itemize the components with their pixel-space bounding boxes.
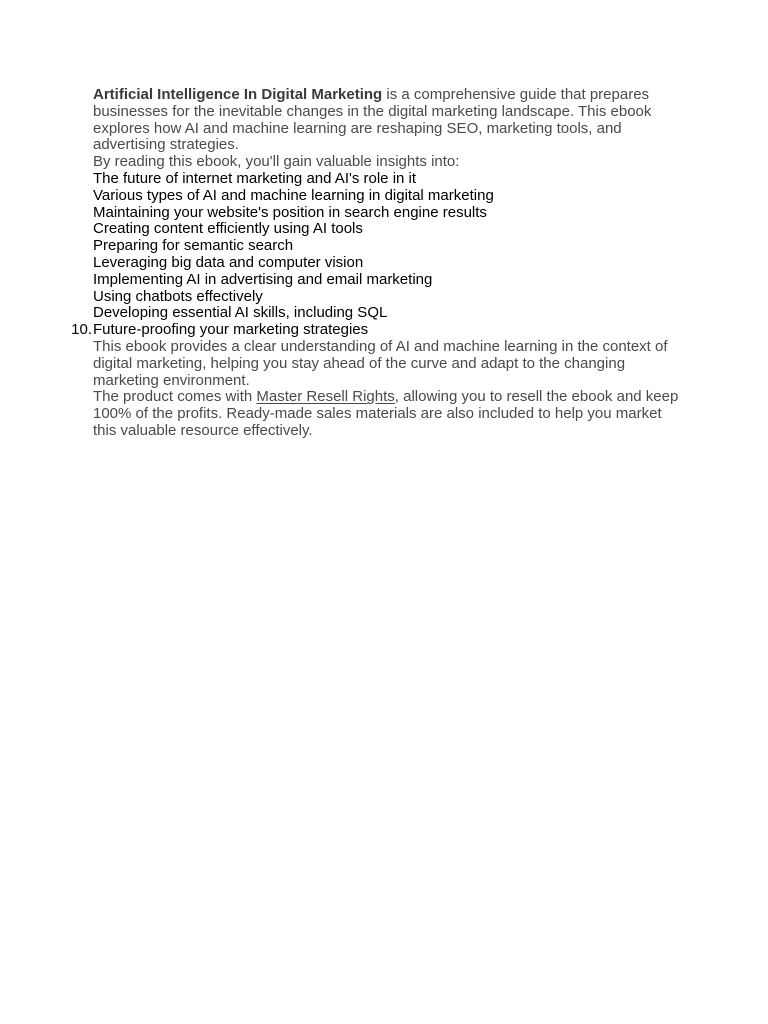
list-item — [93, 238, 679, 255]
master-resell-rights-link[interactable]: Master Resell Rights — [256, 388, 395, 406]
rights-paragraph — [93, 389, 679, 439]
list-item — [93, 171, 679, 188]
list-item-text: Creating content efficiently using AI tools — [93, 220, 363, 238]
rights-text-before: The product comes with — [93, 388, 257, 406]
list-item — [93, 305, 679, 322]
list-item — [93, 289, 679, 306]
list-item-text: Implementing AI in advertising and email marketing — [93, 270, 433, 288]
document-body — [71, 86, 679, 440]
list-item-text: Future-proofing your marketing strategies — [93, 321, 369, 339]
list-item — [93, 272, 679, 289]
summary-paragraph: This ebook provides a clear understanding of AI and machine learning in the context of digital marketing, helping you stay ahead of the curve and adapt to the changing marketing environment. — [93, 337, 668, 389]
list-item-number: 10. — [71, 321, 92, 339]
list-item — [93, 205, 679, 222]
list-item — [93, 188, 679, 205]
list-item-text: The future of internet marketing and AI's role in it — [93, 169, 417, 187]
list-item-text: Leveraging big data and computer vision — [93, 253, 364, 271]
insights-list — [71, 169, 679, 339]
list-item — [71, 321, 679, 339]
list-item-text: Using chatbots effectively — [93, 287, 263, 305]
list-item-text: Various types of AI and machine learning in digital marketing — [93, 186, 494, 204]
list-item — [93, 255, 679, 272]
list-item — [93, 221, 679, 238]
insights-intro: By reading this ebook, you'll gain valuable insights into: — [93, 153, 460, 171]
list-item-text: Maintaining your website's position in search engine results — [93, 203, 487, 221]
intro-text: is a comprehensive guide that prepares businesses for the inevitable changes in the digital marketing landscape. This ebook explores how AI and machine learning are reshaping SEO, marketing tools, and advertising strategies. — [93, 86, 652, 154]
list-item-text: Developing essential AI skills, including SQL — [93, 304, 388, 322]
rights-text-after: , allowing you to resell the ebook and keep 100% of the profits. Ready-made sales materials are also included to help you market this valuable resource effectively. — [93, 388, 679, 439]
list-item-text: Preparing for semantic search — [93, 237, 294, 255]
intro-paragraph — [93, 87, 679, 154]
ebook-title: Artificial Intelligence In Digital Marketing — [93, 86, 383, 103]
